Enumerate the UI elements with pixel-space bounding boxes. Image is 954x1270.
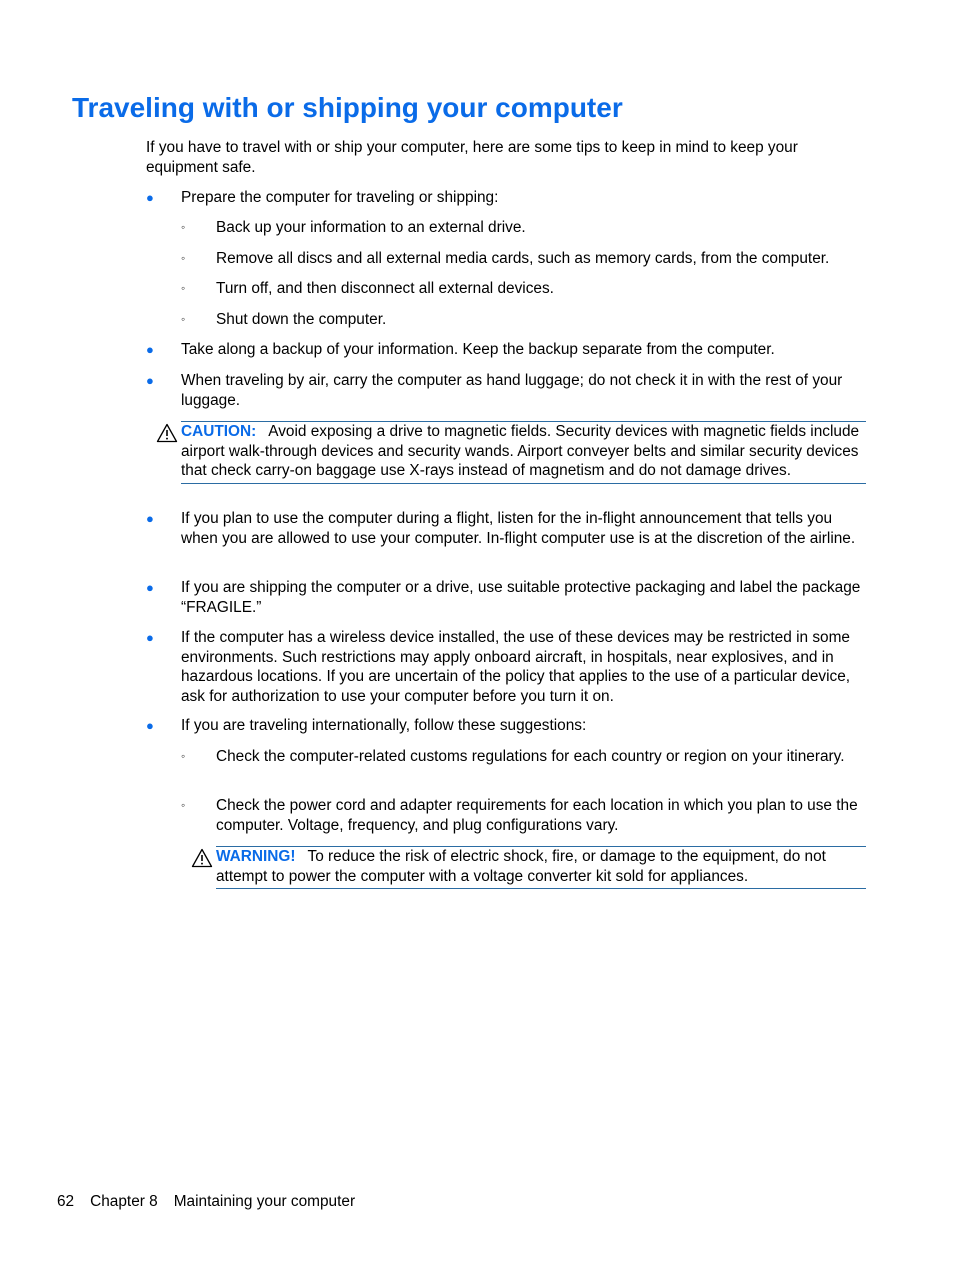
caution-label: CAUTION: [181,423,257,440]
list-item-text: When traveling by air, carry the computer as hand luggage; do not check it in with the rest of your luggage. [181,372,843,409]
sub-bullet-icon: ◦ [181,251,186,265]
caution-note [181,421,866,484]
warning-triangle-icon [156,423,178,443]
list-item [146,188,866,208]
bullet-icon: ● [146,373,154,388]
sub-list-item [181,279,866,299]
sub-list-item [181,218,866,238]
list-item [146,509,866,548]
sub-bullet-icon: ◦ [181,749,186,763]
sub-bullet-icon: ◦ [181,220,186,234]
sub-list-item-text: Check the computer-related customs regulations for each country or region on your itinerary. [216,748,845,765]
sub-list-item [181,310,866,330]
chapter-title: Maintaining your computer [173,1193,356,1210]
sub-list-item [181,796,866,835]
list-item-text: If you are shipping the computer or a drive, use suitable protective packaging and label the package “FRAGILE.” [181,579,861,616]
sub-list-item-text: Check the power cord and adapter requirements for each location in which you plan to use the computer. Voltage, frequency, and plug configurations vary. [216,797,858,834]
intro-paragraph: If you have to travel with or ship your computer, here are some tips to keep in mind to keep your equipment safe. [146,139,798,176]
caution-text: Avoid exposing a drive to magnetic fields. Security devices with magnetic fields include airport walk-through devices and security wands. Airport conveyer belts and similar security devices that check carry-on baggage use X-rays instead of magnetism and do not damage drives. [181,423,860,479]
warning-text: To reduce the risk of electric shock, fire, or damage to the equipment, do not attempt to power the computer with a voltage converter kit sold for appliances. [216,848,826,885]
list-item [146,578,866,617]
sub-list-item-text: Back up your information to an external drive. [216,219,526,236]
list-item-text: Take along a backup of your information. Keep the backup separate from the computer. [181,341,775,358]
warning-label: WARNING! [216,848,296,865]
list-item [146,340,866,360]
list-item-text: If you plan to use the computer during a flight, listen for the in-flight announcement that tells you when you are allowed to use your computer. In-flight computer use is at the discretion of the airline. [181,510,856,547]
sub-list-item [181,249,866,269]
list-item [146,716,866,736]
warning-triangle-icon [191,848,213,868]
sub-bullet-icon: ◦ [181,312,186,326]
page-title: Traveling with or shipping your computer [72,92,623,123]
list-item-text: If the computer has a wireless device installed, the use of these devices may be restricted in some environments. Such restrictions may apply onboard aircraft, in hospitals, near explosives, and in hazardous locations. If you are uncertain of the policy that applies to the use of a particular device, ask for authorization to use your computer before you turn it on. [181,629,851,705]
bullet-icon: ● [146,342,154,357]
sub-list-item-text: Shut down the computer. [216,311,387,328]
sub-list-item [181,747,866,767]
bullet-icon: ● [146,630,154,645]
chapter-number: Chapter 8 [90,1193,158,1210]
list-item-text: If you are traveling internationally, follow these suggestions: [181,717,587,734]
bullet-icon: ● [146,580,154,595]
list-item-text: Prepare the computer for traveling or shipping: [181,189,499,206]
sub-list-item-text: Turn off, and then disconnect all external devices. [216,280,554,297]
bullet-icon: ● [146,511,154,526]
list-item [146,628,866,706]
list-item [146,371,866,410]
sub-bullet-icon: ◦ [181,798,186,812]
page-number: 62 [57,1193,75,1210]
warning-note [216,846,866,889]
sub-bullet-icon: ◦ [181,281,186,295]
bullet-icon: ● [146,718,154,733]
bullet-icon: ● [146,190,154,205]
page-footer [57,1192,371,1212]
sub-list-item-text: Remove all discs and all external media cards, such as memory cards, from the computer. [216,250,830,267]
